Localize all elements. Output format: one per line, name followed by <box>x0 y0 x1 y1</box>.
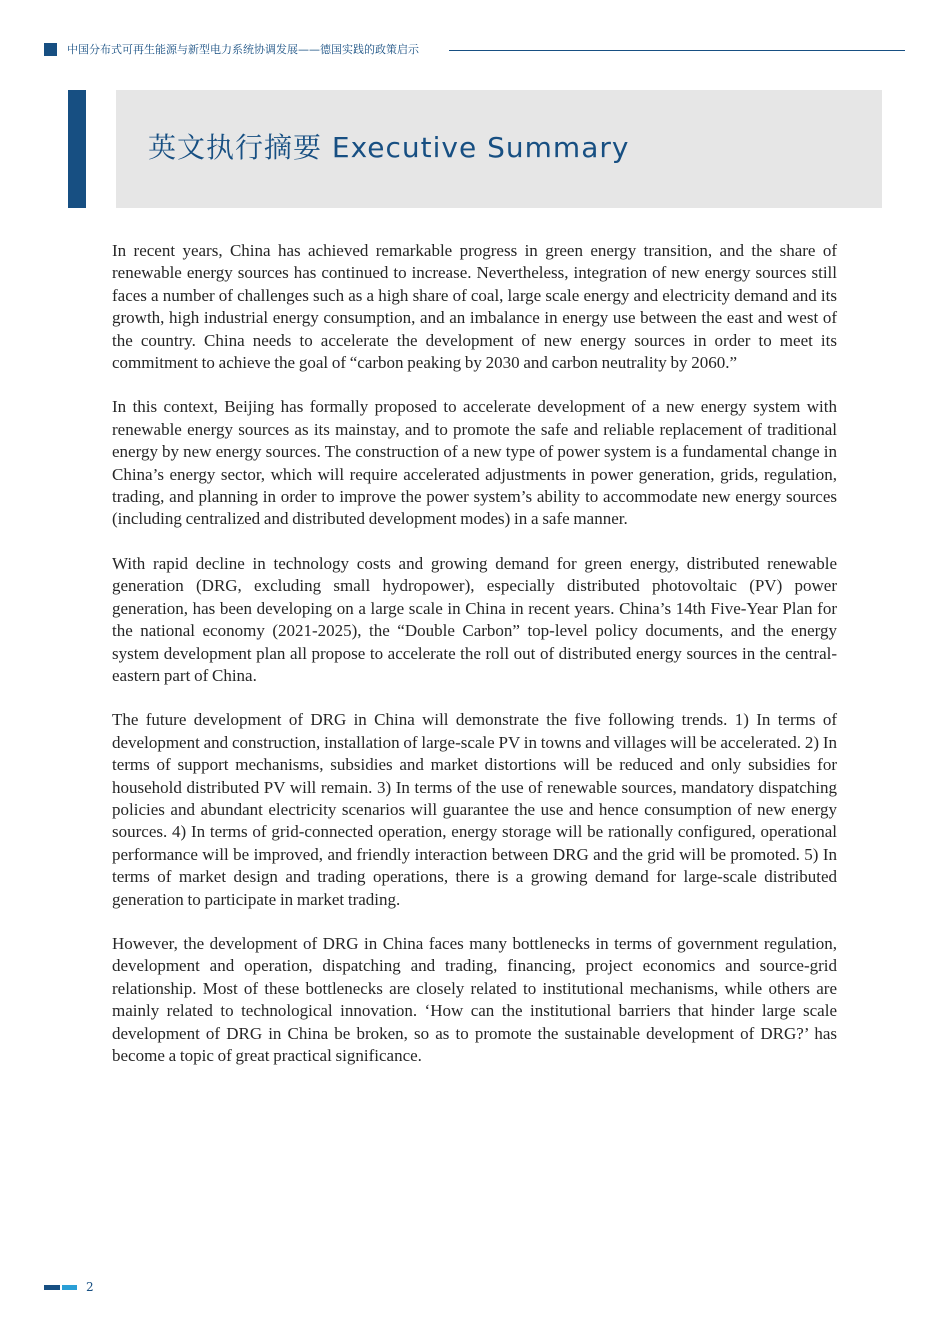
footer-bar-dark <box>44 1285 60 1290</box>
running-header <box>44 42 905 60</box>
title-box <box>116 90 882 208</box>
paragraph-5: However, the development of DRG in China faces many bottlenecks in terms of government regulation, development and operation, dispatching and trading, financing, project economics and source-grid relationship. Most of these bottlenecks are closely related to institutional mechanisms, while others are mainly related to technological innovation. ‘How can the institutional barriers that hinder large scale development of DRG in China be broken, so as to promote the sustainable development of DRG?’ has become a topic of great practical significance. <box>112 933 837 1065</box>
running-title: 中国分布式可再生能源与新型电力系统协调发展——德国实践的政策启示 <box>67 43 419 56</box>
footer-bar-light <box>62 1285 77 1290</box>
header-rule <box>449 50 905 51</box>
body-text <box>112 240 837 1089</box>
header-square-icon <box>44 43 57 56</box>
title-accent-bar <box>68 90 86 208</box>
paragraph-2: In this context, Beijing has formally proposed to accelerate development of a new energy system with renewable energy sources as its mainstay, and to promote the safe and reliable replacement of traditional energy by new energy sources. The construction of a new type of power system is a fundamental change in China’s energy sector, which will require accelerated adjustments in power generation, grids, regulation, trading, and planning in order to improve the power system’s ability to accommodate new energy sources (including centralized and distributed development modes) in a safe manner. <box>112 397 837 529</box>
paragraph-3: With rapid decline in technology costs and growing demand for green energy, distributed renewable generation (DRG, excluding small hydropower), especially distributed photovoltaic (PV) power generation, has been developing on a large scale in China in recent years. China’s 14th Five-Year Plan for the national economy (2021-2025), the “Double Carbon” top-level policy documents, and the energy system development plan all propose to accelerate the roll out of distributed energy sources in the central-eastern part of China. <box>112 553 837 685</box>
paragraph-1: In recent years, China has achieved remarkable progress in green energy transition, and the share of renewable energy sources has continued to increase. Nevertheless, integration of new energy sources still faces a number of challenges such as a high share of coal, large scale energy and electricity demand and its growth, high industrial energy consumption, and an imbalance in energy use between the east and west of the country. China needs to accelerate the development of new energy sources in order to meet its commitment to achieve the goal of “carbon peaking by 2030 and carbon neutrality by 2060.” <box>112 241 837 373</box>
page-number: 2 <box>86 1280 94 1294</box>
paragraph-4: The future development of DRG in China will demonstrate the five following trends. 1) In terms of development and construction, installation of large-scale PV in towns and villages will be accelerated. 2) In terms of support mechanisms, subsidies and market distortions will be reduced and only subsidies for household distributed PV will remain. 3) In terms of the use of renewable sources, mandatory dispatching policies and abundant electricity scenarios will guarantee the use and hence consumption of new energy sources. 4) In terms of grid-connected operation, energy storage will be rationally configured, operational performance will be improved, and friendly interaction between DRG and the grid will be promoted. 5) In terms of market design and trading operations, there is a growing demand for large-scale distributed generation to participate in market trading. <box>112 710 837 909</box>
page-title: 英文执行摘要 Executive Summary <box>148 131 630 164</box>
